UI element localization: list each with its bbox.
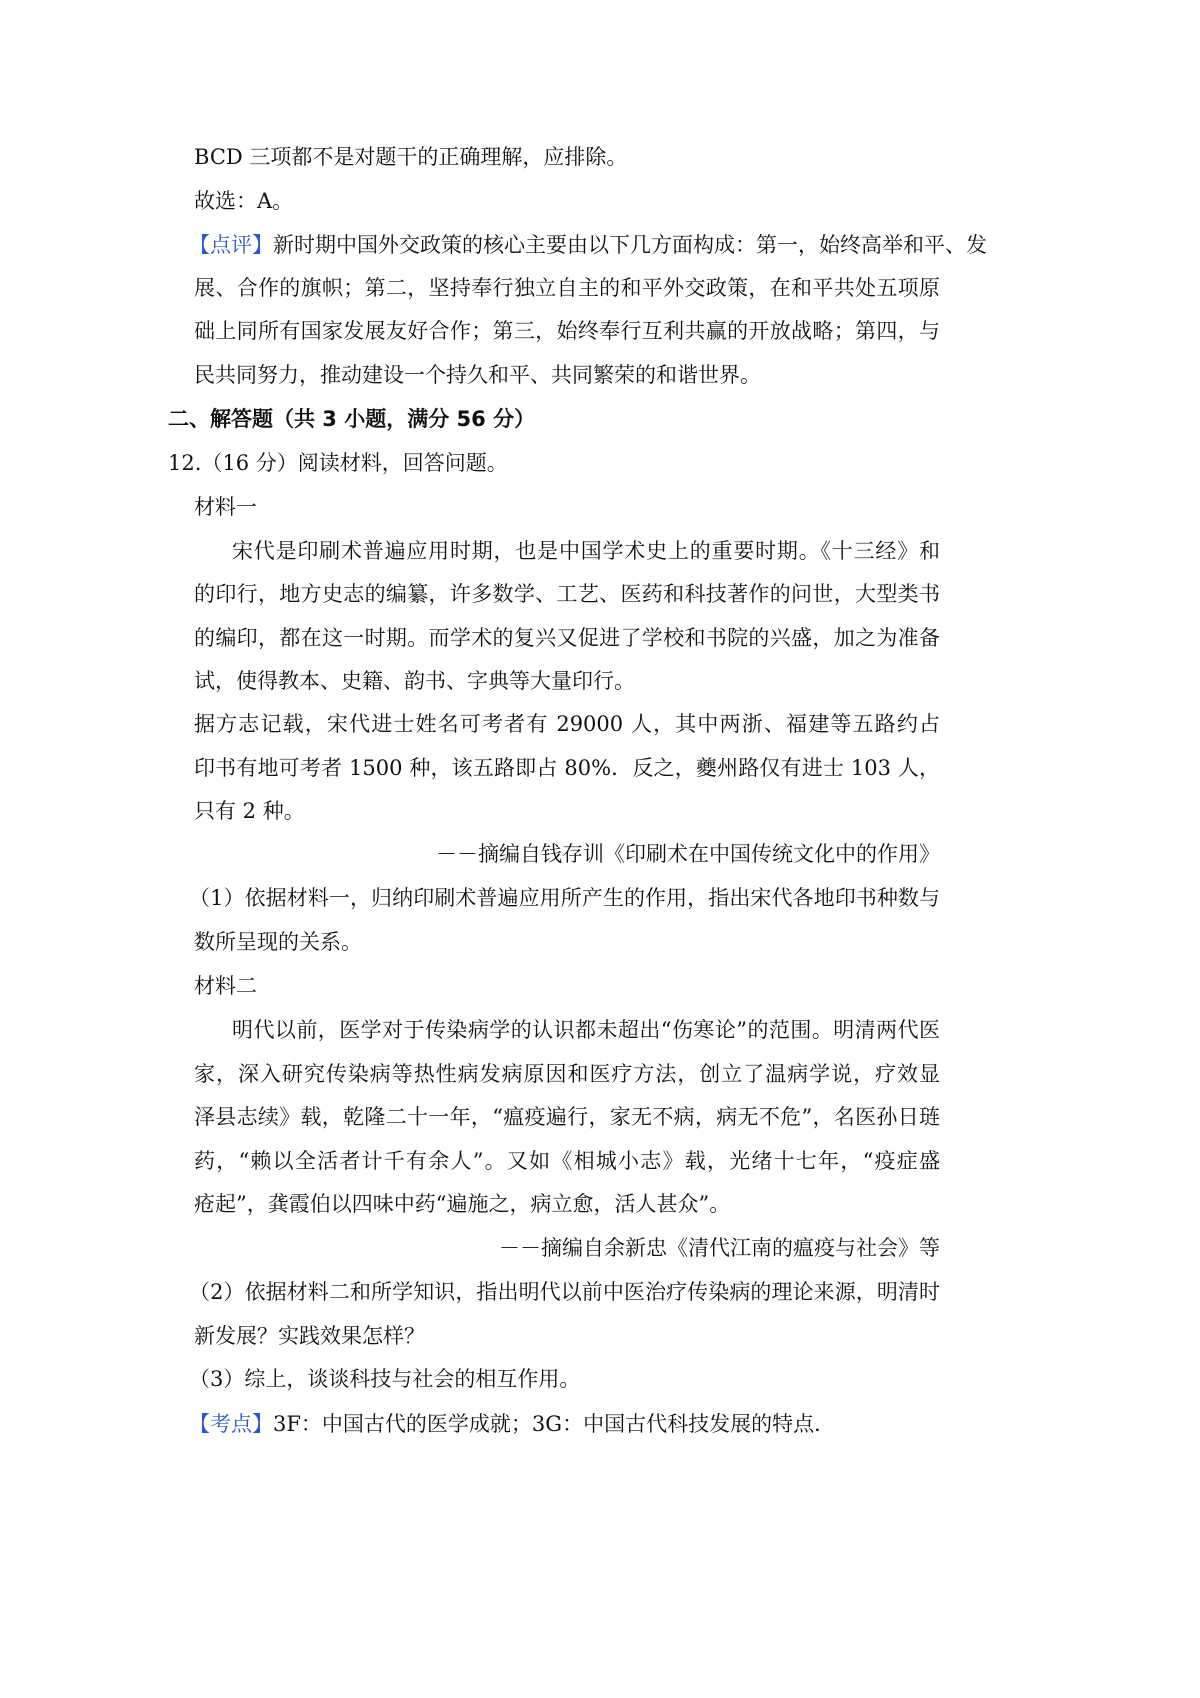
- knowledge-point-tag: 【考点】: [189, 1412, 273, 1436]
- material-2-source: －－摘编自余新忠《清代江南的瘟疫与社会》等: [499, 1236, 940, 1260]
- material-1-title: 材料一: [194, 495, 257, 519]
- material-2-line-4: 药，“赖以全活者计千有余人”。又如《相城小志》载，光绪十七年，“疫症盛: [194, 1149, 940, 1173]
- answer-choice-line: 故选：A。: [194, 189, 294, 213]
- material-1-line-1: 宋代是印刷术普遍应用时期，也是中国学术史上的重要时期。《十三经》和: [232, 539, 940, 563]
- material-1-source: －－摘编自钱存训《印刷术在中国传统文化中的作用》: [436, 842, 940, 866]
- subquestion-1-line-1: （1）依据材料一，归纳印刷术普遍应用所产生的作用，指出宋代各地印书种数与: [189, 886, 940, 910]
- material-2-line-2: 家，深入研究传染病等热性病发病原因和医疗方法，创立了温病学说，疗效显: [194, 1062, 940, 1086]
- question-12-stem: 12.（16 分）阅读材料，回答问题。: [168, 451, 508, 475]
- material-2-line-3: 泽县志续》载，乾隆二十一年，“瘟疫遍行，家无不病，病无不危”，名医孙日琏: [194, 1105, 940, 1129]
- material-1-line-4: 试，使得教本、史籍、韵书、字典等大量印行。: [194, 669, 635, 693]
- material-2-line-1: 明代以前，医学对于传染病学的认识都未超出“伤寒论”的范围。明清两代医: [232, 1018, 940, 1042]
- comment-line-2: 展、合作的旗帜；第二，坚持奉行独立自主的和平外交政策，在和平共处五项原: [194, 276, 940, 300]
- material-1-line-2: 的印行，地方史志的编纂，许多数学、工艺、医药和科技著作的问世，大型类书: [194, 582, 940, 606]
- section-heading: 二、解答题（共 3 小题，满分 56 分）: [168, 407, 536, 431]
- comment-line-1: 【点评】新时期中国外交政策的核心主要由以下几方面构成：第一，始终高举和平、发: [189, 233, 987, 257]
- subquestion-1-line-2: 数所呈现的关系。: [194, 930, 362, 954]
- material-1-line-6: 印书有地可考者 1500 种，该五路即占 80%．反之，夔州路仅有进士 103 人，: [194, 756, 940, 780]
- material-2-line-5: 疮起”，龚霞伯以四味中药“遍施之，病立愈，活人甚众”。: [194, 1192, 731, 1216]
- material-1-line-7: 只有 2 种。: [194, 799, 305, 823]
- subquestion-2-line-1: （2）依据材料二和所学知识，指出明代以前中医治疗传染病的理论来源，明清时: [189, 1280, 940, 1304]
- material-1-line-3: 的编印，都在这一时期。而学术的复兴又促进了学校和书院的兴盛，加之为准备: [194, 626, 940, 650]
- comment-tag: 【点评】: [189, 233, 273, 257]
- comment-line-4: 民共同努力，推动建设一个持久和平、共同繁荣的和谐世界。: [194, 363, 761, 387]
- subquestion-2-line-2: 新发展？实践效果怎样？: [194, 1324, 425, 1348]
- answer-explanation-line: BCD 三项都不是对题干的正确理解，应排除。: [194, 145, 628, 169]
- material-2-title: 材料二: [194, 974, 257, 998]
- subquestion-3: （3）综上，谈谈科技与社会的相互作用。: [189, 1367, 581, 1391]
- comment-line-3: 础上同所有国家发展友好合作；第三，始终奉行互利共赢的开放战略；第四，与: [194, 319, 940, 343]
- knowledge-point-line: 【考点】3F：中国古代的医学成就；3G：中国古代科技发展的特点．: [189, 1412, 836, 1436]
- material-1-line-5: 据方志记载，宋代进士姓名可考者有 29000 人，其中两浙、福建等五路约占: [194, 712, 940, 736]
